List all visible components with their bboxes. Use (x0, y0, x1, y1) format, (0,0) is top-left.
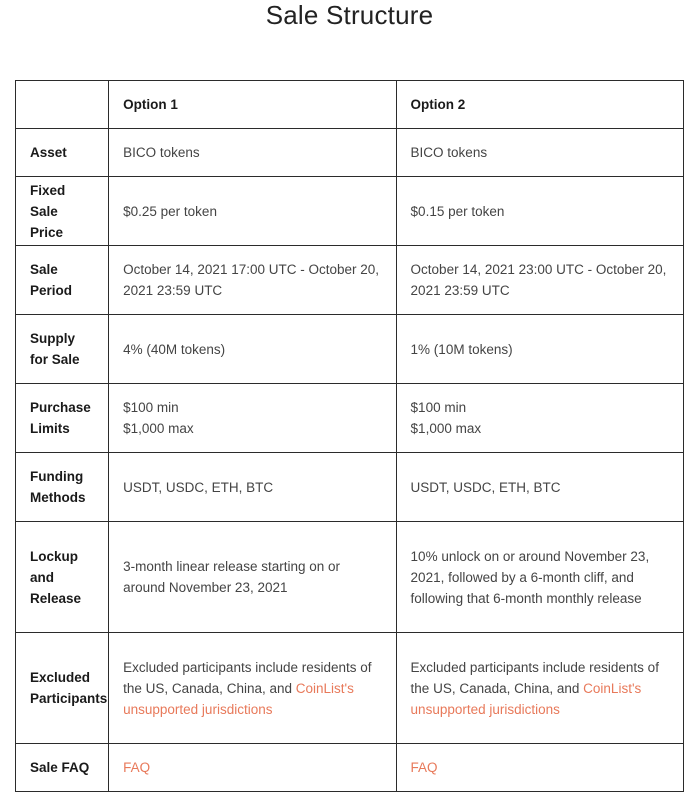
table-row-faq (16, 744, 684, 792)
header-empty-cell (16, 81, 109, 129)
row-label-faq: Sale FAQ (16, 744, 109, 792)
excluded-text-option-1: Excluded participants include residents of the US, Canada, China, and (123, 659, 372, 696)
row-label-funding: Funding Methods (16, 453, 109, 522)
row-label-price: Fixed Sale Price (16, 177, 109, 246)
excluded-text-option-2: Excluded participants include residents of the US, Canada, China, and (410, 659, 659, 696)
limit-max-option-1: $1,000 max (123, 421, 194, 436)
cell-limits-option-1 (109, 384, 396, 453)
row-label-excluded: Excluded Participants (16, 633, 109, 744)
cell-price-option-1: $0.25 per token (109, 177, 396, 246)
unsupported-jurisdictions-link-option-2[interactable]: CoinList's unsupported jurisdictions (410, 680, 642, 717)
limit-min-option-1: $100 min (123, 400, 179, 415)
row-label-supply: Supply for Sale (16, 315, 109, 384)
table-row-price (16, 177, 684, 246)
cell-limits-option-2 (396, 384, 683, 453)
faq-link-option-1[interactable]: FAQ (123, 760, 151, 775)
table-row-lockup (16, 522, 684, 633)
table-row-excluded (16, 633, 684, 744)
table-row-funding (16, 453, 684, 522)
table-row-supply (16, 315, 684, 384)
cell-supply-option-1: 4% (40M tokens) (109, 315, 396, 384)
cell-period-option-1: October 14, 2021 17:00 UTC - October 20, 2021 23:59 UTC (109, 246, 396, 315)
header-option-1: Option 1 (109, 81, 396, 129)
row-label-asset: Asset (16, 129, 109, 177)
row-label-lockup: Lockup and Release (16, 522, 109, 633)
table-row-period (16, 246, 684, 315)
unsupported-jurisdictions-link-option-1[interactable]: CoinList's unsupported jurisdictions (123, 680, 354, 717)
row-label-period: Sale Period (16, 246, 109, 315)
cell-excluded-option-1 (109, 633, 396, 744)
cell-funding-option-2: USDT, USDC, ETH, BTC (396, 453, 683, 522)
cell-funding-option-1: USDT, USDC, ETH, BTC (109, 453, 396, 522)
sale-structure-table (15, 80, 684, 792)
page-title: Sale Structure (265, 0, 434, 30)
faq-link-option-2[interactable]: FAQ (410, 760, 438, 775)
cell-lockup-option-1: 3-month linear release starting on or around November 23, 2021 (109, 522, 396, 633)
cell-period-option-2: October 14, 2021 23:00 UTC - October 20, 2021 23:59 UTC (396, 246, 683, 315)
table-header-row (16, 81, 684, 129)
cell-excluded-option-2 (396, 633, 683, 744)
cell-asset-option-1: BICO tokens (109, 129, 396, 177)
cell-faq-option-1 (109, 744, 396, 792)
cell-supply-option-2: 1% (10M tokens) (396, 315, 683, 384)
header-option-2: Option 2 (396, 81, 683, 129)
limit-min-option-2: $100 min (410, 400, 467, 415)
table-row-asset (16, 129, 684, 177)
row-label-limits: Purchase Limits (16, 384, 109, 453)
table-row-limits (16, 384, 684, 453)
cell-price-option-2: $0.15 per token (396, 177, 683, 246)
cell-asset-option-2: BICO tokens (396, 129, 683, 177)
cell-faq-option-2 (396, 744, 683, 792)
cell-lockup-option-2: 10% unlock on or around November 23, 2021, followed by a 6-month cliff, and following that 6-month monthly release (396, 522, 683, 633)
limit-max-option-2: $1,000 max (410, 421, 482, 436)
